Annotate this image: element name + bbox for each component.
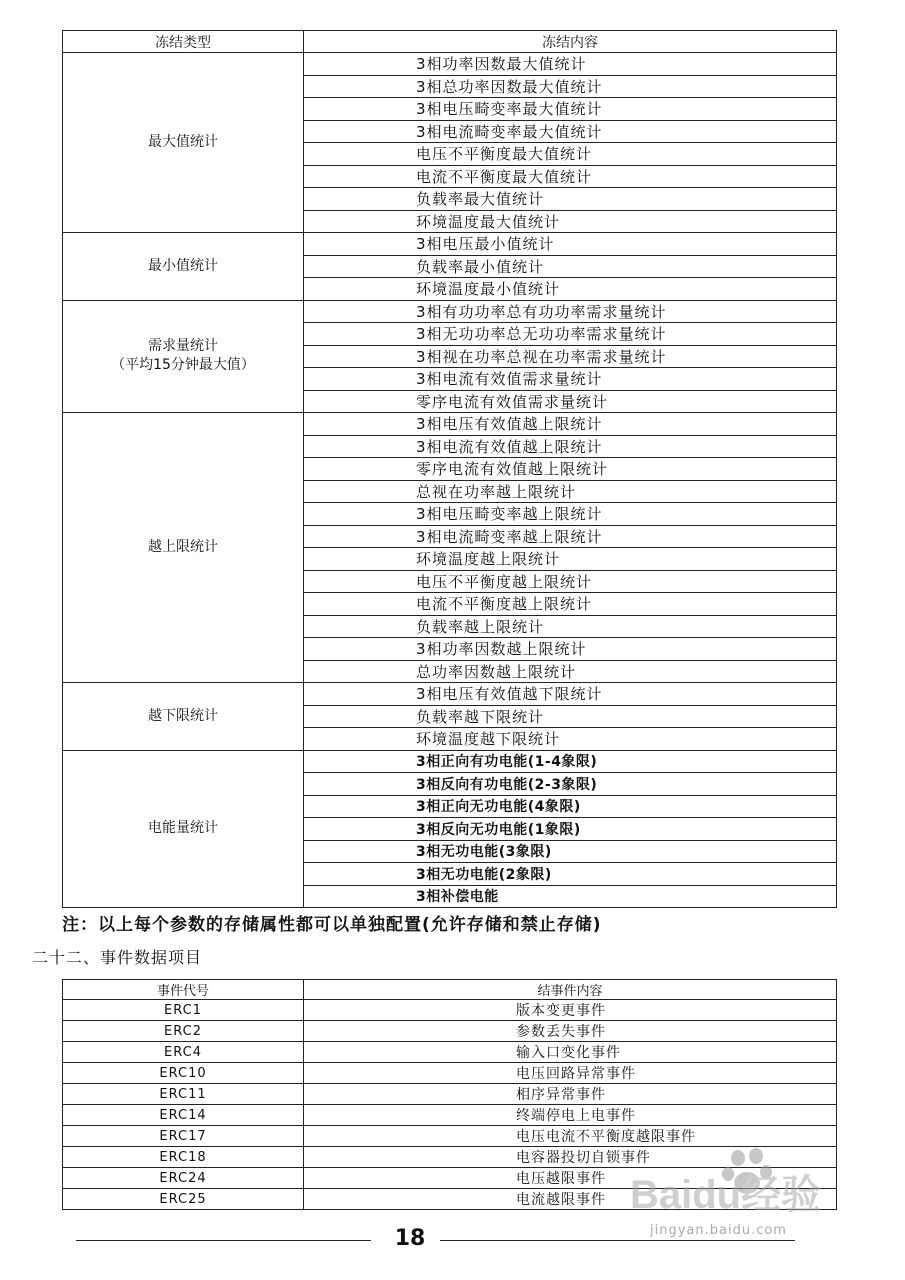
- freeze-content-cell: 3相电压畸变率越上限统计: [304, 503, 837, 526]
- event-desc-cell: 输入口变化事件: [304, 1042, 837, 1063]
- event-code-cell: ERC10: [63, 1063, 304, 1084]
- freeze-type-label: 越下限统计: [148, 707, 218, 724]
- freeze-type-cell: [63, 413, 304, 683]
- freeze-content-cell: 3相正向有功电能(1-4象限): [304, 750, 837, 773]
- event-code-cell: ERC4: [63, 1042, 304, 1063]
- event-row: [63, 1000, 837, 1021]
- freeze-content-cell: 3相功率因数最大值统计: [304, 53, 837, 76]
- freeze-type-label: 最大值统计: [148, 134, 218, 150]
- event-row: [63, 1126, 837, 1147]
- event-row: [63, 1084, 837, 1105]
- freeze-content-cell: 环境温度最小值统计: [304, 278, 837, 301]
- freeze-type-cell: [63, 300, 304, 413]
- freeze-content-cell: 3相无功电能(3象限): [304, 840, 837, 863]
- event-code-cell: ERC1: [63, 1000, 304, 1021]
- freeze-content-header: 冻结内容: [304, 31, 837, 53]
- freeze-content-cell: 3相电流有效值越上限统计: [304, 435, 837, 458]
- freeze-content-cell: 3相正向无功电能(4象限): [304, 795, 837, 818]
- event-code-cell: ERC18: [63, 1147, 304, 1168]
- freeze-content-cell: 零序电流有效值需求量统计: [304, 390, 837, 413]
- freeze-content-cell: 3相电流畸变率越上限统计: [304, 525, 837, 548]
- freeze-content-cell: 3相电压最小值统计: [304, 233, 837, 256]
- freeze-content-cell: 负载率最大值统计: [304, 188, 837, 211]
- freeze-type-label: 电能量统计: [148, 820, 218, 837]
- event-row: [63, 1042, 837, 1063]
- freeze-content-cell: 3相补偿电能: [304, 885, 837, 908]
- freeze-content-cell: 电压不平衡度最大值统计: [304, 143, 837, 166]
- freeze-content-cell: 3相电流畸变率最大值统计: [304, 120, 837, 143]
- freeze-content-cell: 3相电流有效值需求量统计: [304, 368, 837, 391]
- freeze-content-cell: 3相电压畸变率最大值统计: [304, 98, 837, 121]
- freeze-table-body: [63, 53, 837, 908]
- freeze-content-cell: 负载率越上限统计: [304, 615, 837, 638]
- storage-note: 注：以上每个参数的存储属性都可以单独配置(允许存储和禁止存储): [62, 915, 602, 935]
- freeze-content-cell: 3相无功功率总无功功率需求量统计: [304, 323, 837, 346]
- freeze-type-sublabel: （平均15分钟最大值）: [111, 357, 255, 374]
- freeze-content-cell: 负载率越下限统计: [304, 705, 837, 728]
- freeze-row: [63, 233, 837, 256]
- event-desc-cell: 版本变更事件: [304, 1000, 837, 1021]
- event-code-cell: ERC17: [63, 1126, 304, 1147]
- event-code-cell: ERC25: [63, 1189, 304, 1210]
- page-number: 18: [394, 1226, 426, 1251]
- freeze-table-header: [63, 31, 837, 53]
- event-desc-cell: 相序异常事件: [304, 1084, 837, 1105]
- event-desc-cell: 电容器投切自锁事件: [304, 1147, 837, 1168]
- freeze-content-cell: 总视在功率越上限统计: [304, 480, 837, 503]
- freeze-content-cell: 3相有功功率总有功功率需求量统计: [304, 300, 837, 323]
- event-code-header: 事件代号: [63, 980, 304, 1000]
- event-desc-cell: 参数丢失事件: [304, 1021, 837, 1042]
- event-code-cell: ERC24: [63, 1168, 304, 1189]
- freeze-content-cell: 总功率因数越上限统计: [304, 660, 837, 683]
- event-row: [63, 1063, 837, 1084]
- freeze-table: [62, 30, 837, 908]
- freeze-content-cell: 3相电压有效值越下限统计: [304, 683, 837, 706]
- freeze-content-cell: 3相无功电能(2象限): [304, 863, 837, 886]
- footer-rule-left: [76, 1240, 371, 1241]
- event-desc-cell: 终端停电上电事件: [304, 1105, 837, 1126]
- freeze-content-cell: 负载率最小值统计: [304, 255, 837, 278]
- freeze-content-cell: 3相总功率因数最大值统计: [304, 75, 837, 98]
- event-code-cell: ERC14: [63, 1105, 304, 1126]
- freeze-row: [63, 683, 837, 706]
- freeze-content-cell: 环境温度最大值统计: [304, 210, 837, 233]
- event-desc-cell: 电压回路异常事件: [304, 1063, 837, 1084]
- event-row: [63, 1105, 837, 1126]
- freeze-row: [63, 750, 837, 773]
- freeze-type-label: 越上限统计: [148, 539, 218, 555]
- freeze-type-cell: [63, 750, 304, 908]
- freeze-content-cell: 电流不平衡度越上限统计: [304, 593, 837, 616]
- event-row: [63, 1021, 837, 1042]
- freeze-row: [63, 413, 837, 436]
- freeze-content-cell: 3相反向有功电能(2-3象限): [304, 773, 837, 796]
- freeze-content-cell: 电压不平衡度越上限统计: [304, 570, 837, 593]
- freeze-type-label: 最小值统计: [148, 257, 218, 274]
- event-code-cell: ERC2: [63, 1021, 304, 1042]
- freeze-content-cell: 环境温度越上限统计: [304, 548, 837, 571]
- freeze-content-cell: 3相功率因数越上限统计: [304, 638, 837, 661]
- freeze-content-cell: 3相反向无功电能(1象限): [304, 818, 837, 841]
- watermark-brand: Baidu经验: [630, 1173, 822, 1217]
- freeze-content-cell: 零序电流有效值越上限统计: [304, 458, 837, 481]
- event-content-header: 结事件内容: [304, 980, 837, 1000]
- freeze-content-cell: 3相电压有效值越上限统计: [304, 413, 837, 436]
- freeze-content-cell: 3相视在功率总视在功率需求量统计: [304, 345, 837, 368]
- event-table-header: [63, 980, 837, 1000]
- freeze-type-header: 冻结类型: [63, 31, 304, 53]
- watermark-url: jingyan.baidu.com: [650, 1223, 787, 1238]
- event-desc-cell: 电压越限事件: [304, 1168, 837, 1189]
- freeze-type-label: 需求量统计: [148, 338, 218, 355]
- freeze-row: [63, 300, 837, 323]
- event-desc-cell: 电流越限事件: [304, 1189, 837, 1210]
- freeze-type-cell: [63, 53, 304, 233]
- freeze-content-cell: 电流不平衡度最大值统计: [304, 165, 837, 188]
- event-code-cell: ERC11: [63, 1084, 304, 1105]
- freeze-type-cell: [63, 683, 304, 751]
- event-desc-cell: 电压电流不平衡度越限事件: [304, 1126, 837, 1147]
- freeze-row: [63, 53, 837, 76]
- freeze-content-cell: 环境温度越下限统计: [304, 728, 837, 751]
- section-title: 二十二、事件数据项目: [32, 948, 203, 967]
- freeze-type-cell: [63, 233, 304, 301]
